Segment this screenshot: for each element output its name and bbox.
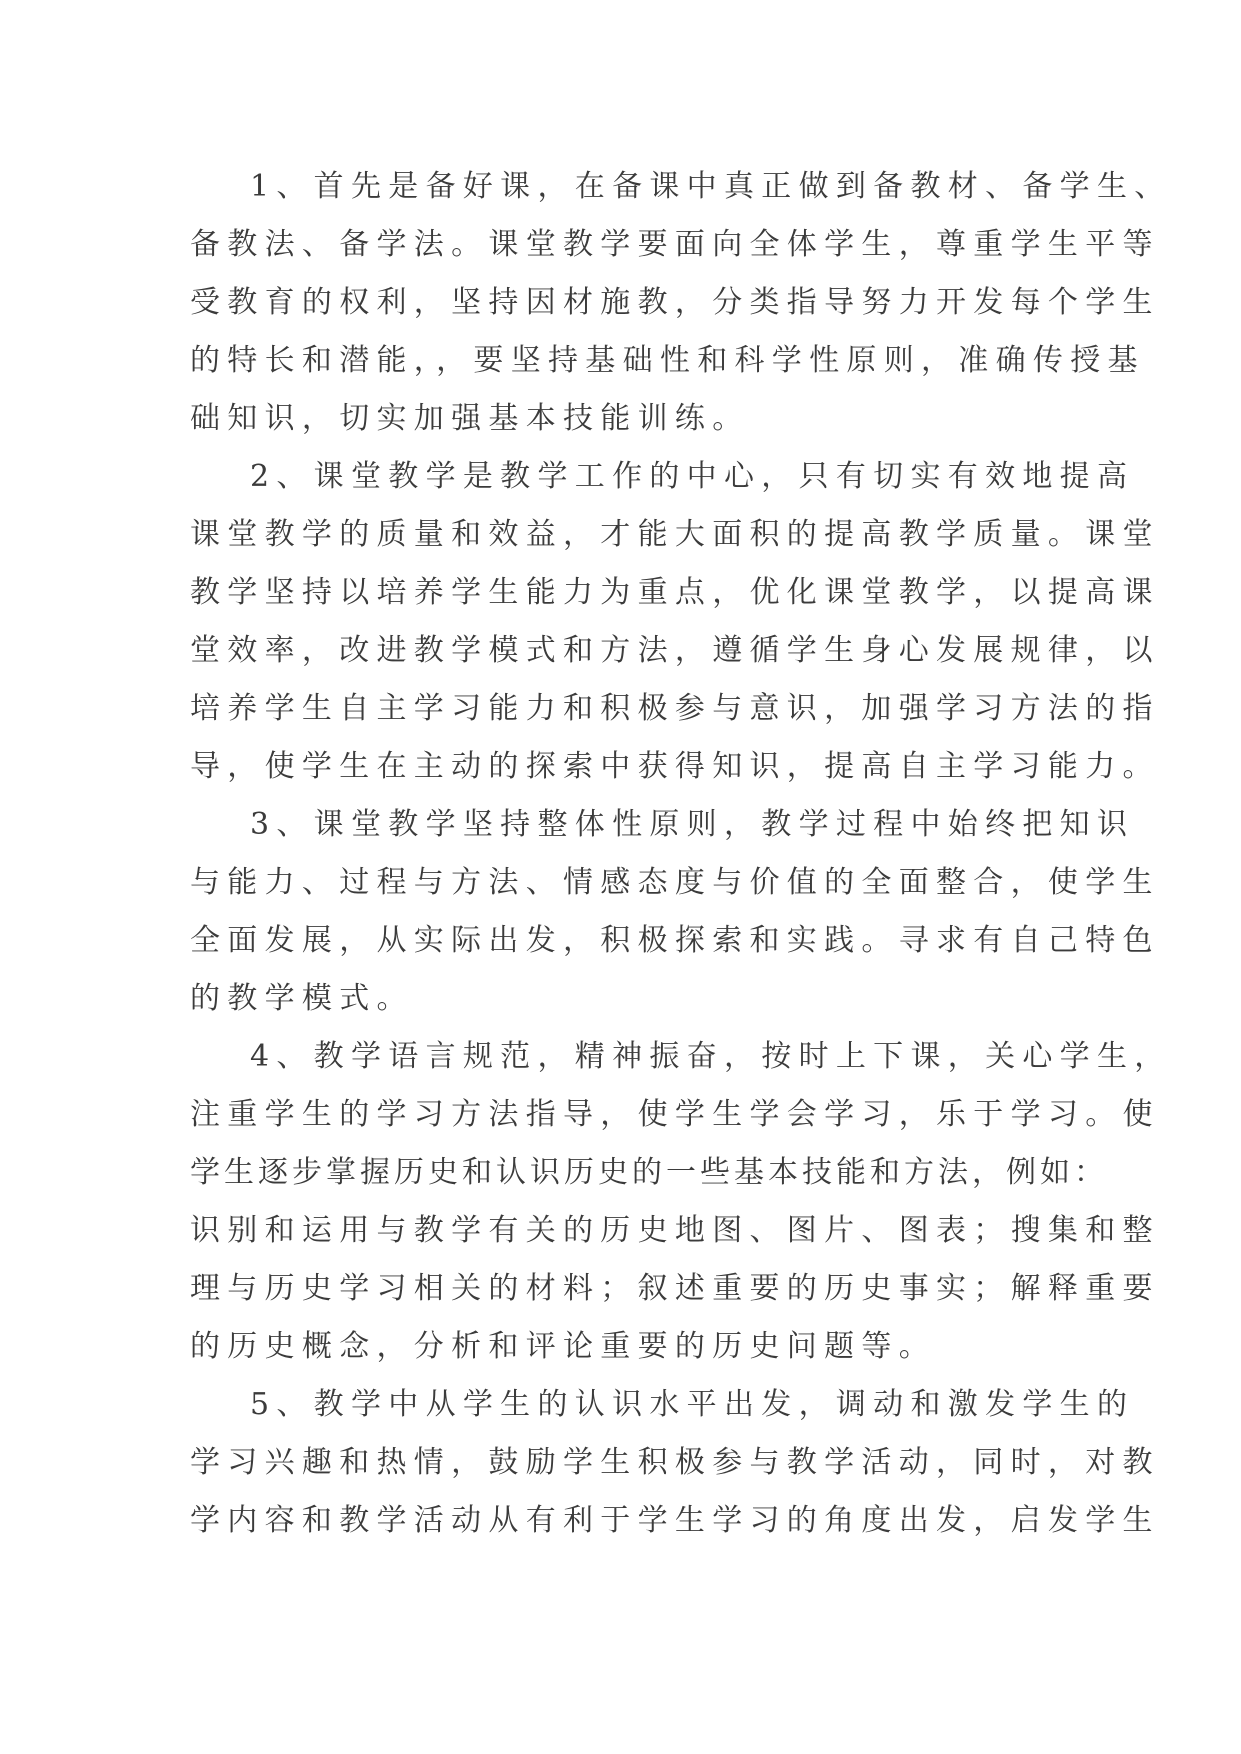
text-line: 课堂教学的质量和效益，才能大面积的提高教学质量。课堂 [190, 517, 1160, 552]
paragraph-4 [190, 1028, 1172, 1376]
text-line: 堂效率，改进教学模式和方法，遵循学生身心发展规律，以 [190, 633, 1160, 668]
text-line: 学生逐步掌握历史和认识历史的一些基本技能和方法，例如： [190, 1155, 1108, 1190]
text-line: 1、首先是备好课，在备课中真正做到备教材、备学生、 [250, 169, 1172, 204]
text-line: 的特长和潜能，，要坚持基础性和科学性原则，准确传授基 [190, 343, 1145, 378]
text-line: 学内容和教学活动从有利于学生学习的角度出发，启发学生 [190, 1503, 1160, 1538]
text-line: 导，使学生在主动的探索中获得知识，提高自主学习能力。 [190, 749, 1160, 784]
text-line: 备教法、备学法。课堂教学要面向全体学生，尊重学生平等 [190, 227, 1160, 262]
text-line: 的教学模式。 [190, 981, 414, 1016]
text-line: 注重学生的学习方法指导，使学生学会学习，乐于学习。使 [190, 1097, 1160, 1132]
paragraph-3 [190, 796, 1160, 1028]
text-line: 受教育的权利，坚持因材施教，分类指导努力开发每个学生 [190, 285, 1160, 320]
text-line: 教学坚持以培养学生能力为重点，优化课堂教学，以提高课 [190, 575, 1160, 610]
text-line: 培养学生自主学习能力和积极参与意识，加强学习方法的指 [190, 691, 1160, 726]
body-text [190, 158, 1172, 1550]
paragraph-2 [190, 448, 1160, 796]
text-line: 的历史概念，分析和评论重要的历史问题等。 [190, 1329, 936, 1364]
text-line: 理与历史学习相关的材料；叙述重要的历史事实；解释重要 [190, 1271, 1160, 1306]
paragraph-1 [190, 158, 1172, 448]
text-line: 全面发展，从实际出发，积极探索和实践。寻求有自己特色 [190, 923, 1160, 958]
text-line: 础知识，切实加强基本技能训练。 [190, 401, 750, 436]
paragraph-5 [190, 1376, 1160, 1550]
text-line: 3、课堂教学坚持整体性原则，教学过程中始终把知识 [250, 807, 1135, 842]
text-line: 与能力、过程与方法、情感态度与价值的全面整合，使学生 [190, 865, 1160, 900]
text-line: 5、教学中从学生的认识水平出发，调动和激发学生的 [250, 1387, 1135, 1422]
text-line: 识别和运用与教学有关的历史地图、图片、图表；搜集和整 [190, 1213, 1160, 1248]
text-line: 学习兴趣和热情，鼓励学生积极参与教学活动，同时，对教 [190, 1445, 1160, 1480]
text-line: 2、课堂教学是教学工作的中心，只有切实有效地提高 [250, 459, 1135, 494]
text-line: 4、教学语言规范，精神振奋，按时上下课，关心学生， [250, 1039, 1172, 1074]
